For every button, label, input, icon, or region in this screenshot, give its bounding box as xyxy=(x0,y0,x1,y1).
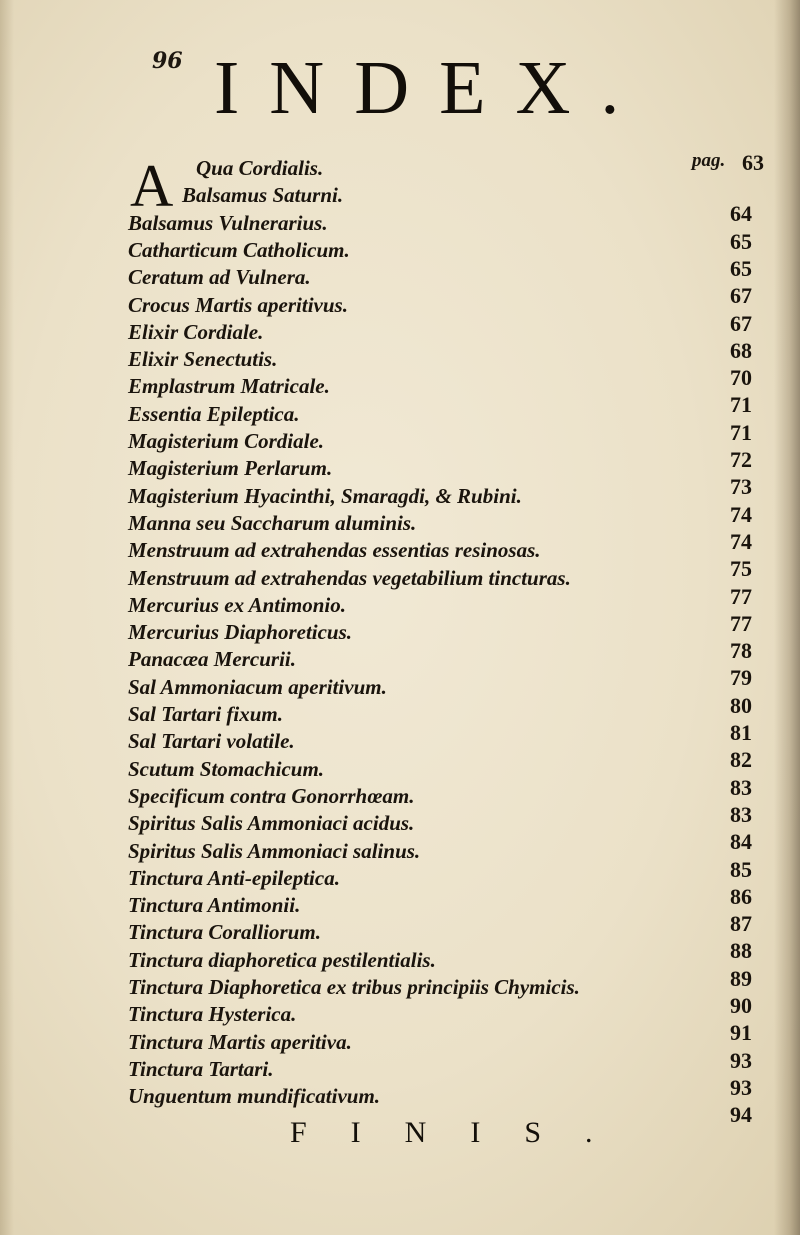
index-entry-text: Magisterium Perlarum. xyxy=(128,456,333,480)
index-entry-page: 80 xyxy=(730,693,752,718)
index-entry-text: Tinctura Hysterica. xyxy=(128,1002,297,1026)
index-entry-text: Mercurius ex Antimonio. xyxy=(128,593,347,617)
index-entry-text: Sal Tartari volatile. xyxy=(128,729,295,753)
index-entry-text: Essentia Epileptica. xyxy=(128,402,300,426)
index-entry-page: 87 xyxy=(730,911,752,936)
index-entry-text: Tinctura Anti-epileptica. xyxy=(128,866,340,890)
index-entry-page: 67 xyxy=(730,311,752,336)
index-entry-text: Menstruum ad extrahendas essentias resinosas. xyxy=(128,538,541,562)
index-entry-text: Mercurius Diaphoreticus. xyxy=(128,620,353,644)
index-entry-page: 78 xyxy=(730,638,752,663)
index-entry-page: 75 xyxy=(730,556,752,581)
index-entry-page: 74 xyxy=(730,502,752,527)
index-entry-page: 83 xyxy=(730,775,752,800)
index-entry-page: 77 xyxy=(730,584,752,609)
index-entry-page: 71 xyxy=(730,392,752,417)
index-entry-page: 93 xyxy=(730,1048,752,1073)
index-entry-page: 77 xyxy=(730,611,752,636)
index-entry-text: Ceratum ad Vulnera. xyxy=(128,265,311,289)
finis-line: FINIS. xyxy=(290,1116,637,1149)
index-entry-text: Crocus Martis aperitivus. xyxy=(128,293,348,317)
index-entry-text: Panacæa Mercurii. xyxy=(128,647,296,671)
index-entry-page: 86 xyxy=(730,884,752,909)
index-entry-page: 64 xyxy=(730,201,752,226)
index-entry-page: 74 xyxy=(730,529,752,554)
index-entry-text: Tinctura Diaphoretica ex tribus principiis Chymicis. xyxy=(128,975,580,999)
index-entry-text: Tinctura Tartari. xyxy=(128,1057,274,1081)
index-entry-text: Qua Cordialis. xyxy=(196,156,324,180)
index-entry-text: Scutum Stomachicum. xyxy=(128,757,325,781)
index-entry-page: 88 xyxy=(730,938,752,963)
index-entry-text: Elixir Senectutis. xyxy=(128,347,278,371)
index-entry-page: 70 xyxy=(730,365,752,390)
index-entry-page: 72 xyxy=(730,447,752,472)
index-entry-page: 82 xyxy=(730,747,752,772)
index-entry-text: Tinctura diaphoretica pestilentialis. xyxy=(128,948,436,972)
index-entry-page: 79 xyxy=(730,665,752,690)
index-entry-page: 81 xyxy=(730,720,752,745)
index-entry-page: 83 xyxy=(730,802,752,827)
index-entry-text: Manna seu Saccharum aluminis. xyxy=(128,511,417,535)
index-entry-page: 93 xyxy=(730,1075,752,1100)
index-entry-text: Spiritus Salis Ammoniaci salinus. xyxy=(128,839,421,863)
page-title: INDEX. xyxy=(214,46,650,130)
index-entry-text: Elixir Cordiale. xyxy=(128,320,264,344)
index-entry-page: 90 xyxy=(730,993,752,1018)
index-entry-text: Menstruum ad extrahendas vegetabilium tincturas. xyxy=(128,566,571,590)
index-entry-page: 71 xyxy=(730,420,752,445)
index-entry-page: 89 xyxy=(730,966,752,991)
index-entry-text: Emplastrum Matricale. xyxy=(128,374,330,398)
index-entry-text: Tinctura Martis aperitiva. xyxy=(128,1030,352,1054)
index-entry-page: 94 xyxy=(730,1102,752,1127)
index-entry-page: 65 xyxy=(730,229,752,254)
drop-cap: A xyxy=(130,153,174,219)
index-entry-page: 84 xyxy=(730,829,752,854)
index-entry-page: 67 xyxy=(730,283,752,308)
pag-label: pag. xyxy=(692,150,726,171)
index-entry-text: Sal Tartari fixum. xyxy=(128,702,284,726)
index-entry-text: Balsamus Vulnerarius. xyxy=(128,211,328,235)
index-entry-text: Catharticum Catholicum. xyxy=(128,238,350,262)
index-entry-text: Spiritus Salis Ammoniaci acidus. xyxy=(128,811,415,835)
index-entry-text: Specificum contra Gonorrhœam. xyxy=(128,784,415,808)
index-entry-page: 68 xyxy=(730,338,752,363)
index-entry-text: Balsamus Saturni. xyxy=(182,183,344,207)
page-number: 96 xyxy=(152,48,183,74)
index-entry-text: Tinctura Antimonii. xyxy=(128,893,301,917)
index-entry-page: 65 xyxy=(730,256,752,281)
index-entry-text: Tinctura Coralliorum. xyxy=(128,920,321,944)
index-entry-page: 73 xyxy=(730,474,752,499)
index-entry-text: Magisterium Cordiale. xyxy=(128,429,325,453)
index-entry-page: 85 xyxy=(730,857,752,882)
index-entry-page: 91 xyxy=(730,1020,752,1045)
index-entry-text: Magisterium Hyacinthi, Smaragdi, & Rubini. xyxy=(128,484,522,508)
index-entry-text: Unguentum mundificativum. xyxy=(128,1084,381,1108)
index-entry-text: Sal Ammoniacum aperitivum. xyxy=(128,675,387,699)
index-entry-page: 63 xyxy=(742,150,764,175)
